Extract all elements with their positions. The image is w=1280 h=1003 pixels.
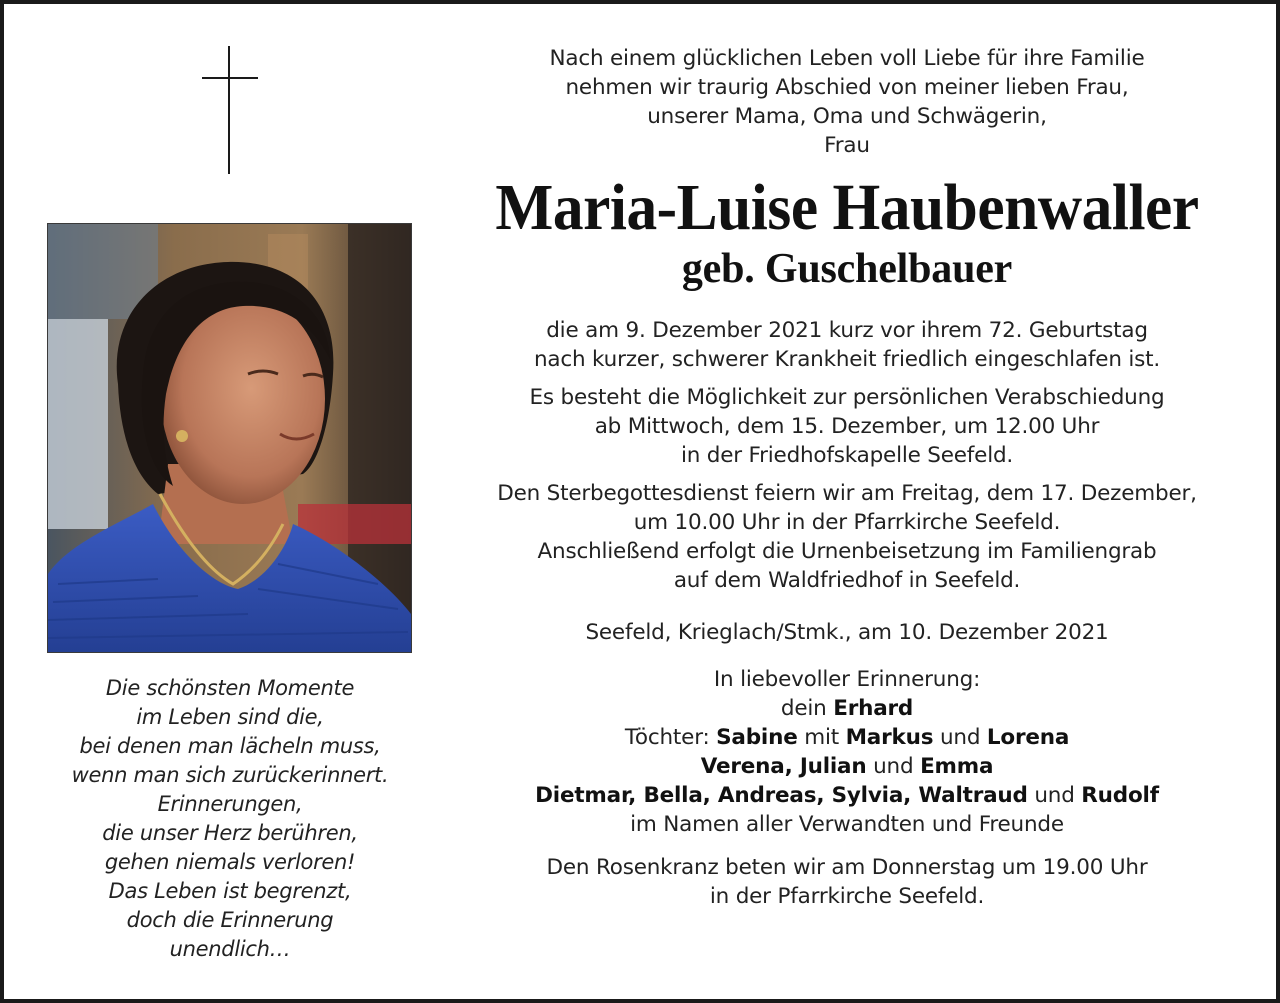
cross-icon — [202, 46, 258, 174]
announcement-text — [444, 44, 1250, 911]
service-line: Anschließend erfolgt die Urnenbeisetzung im Familiengrab — [537, 539, 1157, 564]
conjunction: und — [933, 725, 987, 750]
rosary-line: in der Pfarrkirche Seefeld. — [709, 884, 985, 909]
daughter-name: Verena, Julian — [700, 754, 867, 779]
memorial-poem — [44, 674, 416, 964]
poem-line: doch die Erinnerung — [126, 908, 334, 932]
portrait-photo — [47, 223, 412, 653]
text-prefix: dein — [780, 696, 834, 721]
mourners-second-family — [444, 752, 1250, 781]
text-prefix: Töchter: — [624, 725, 717, 750]
partner-name: Markus — [845, 725, 934, 750]
poem-line: im Leben sind die, — [136, 705, 324, 729]
relatives-names: Dietmar, Bella, Andreas, Sylvia, Waltraud — [535, 783, 1028, 808]
husband-name: Erhard — [833, 696, 914, 721]
intro-paragraph — [444, 44, 1250, 160]
relative-name: Rudolf — [1081, 783, 1159, 808]
intro-line: Frau — [824, 133, 870, 158]
service-info — [444, 479, 1250, 595]
place-date: Seefeld, Krieglach/Stmk., am 10. Dezember 2021 — [585, 620, 1109, 645]
rosary-line: Den Rosenkranz beten wir am Donnerstag um 19.00 Uhr — [546, 855, 1148, 880]
poem-line: unendlich… — [169, 937, 291, 961]
rosary-info — [444, 853, 1250, 911]
birth-name: geb. Guschelbauer — [681, 246, 1013, 292]
mourners-list — [444, 665, 1250, 839]
conjunction: und — [1027, 783, 1082, 808]
poem-line: Das Leben ist begrenzt, — [108, 879, 352, 903]
farewell-line: Es besteht die Möglichkeit zur persönlichen Verabschiedung — [529, 385, 1165, 410]
service-line: um 10.00 Uhr in der Pfarrkirche Seefeld. — [633, 510, 1061, 535]
service-line: Den Sterbegottesdienst feiern wir am Freitag, dem 17. Dezember, — [497, 481, 1197, 506]
death-info — [444, 316, 1250, 374]
mourners-daughters — [444, 723, 1250, 752]
intro-line: nehmen wir traurig Abschied von meiner lieben Frau, — [565, 75, 1129, 100]
farewell-info — [444, 383, 1250, 470]
conjunction: und — [866, 754, 921, 779]
mourners-relatives — [444, 781, 1250, 810]
poem-line: die unser Herz berühren, — [102, 821, 358, 845]
death-info-line: nach kurzer, schwerer Krankheit friedlich eingeschlafen ist. — [533, 347, 1161, 372]
grandchild-name: Emma — [920, 754, 994, 779]
conjunction: mit — [797, 725, 846, 750]
poem-line: Die schönsten Momente — [105, 676, 355, 700]
deceased-name: Maria-Luise Haubenwaller — [495, 171, 1199, 244]
death-info-line: die am 9. Dezember 2021 kurz vor ihrem 72. Geburtstag — [546, 318, 1148, 343]
farewell-line: ab Mittwoch, dem 15. Dezember, um 12.00 Uhr — [594, 414, 1100, 439]
intro-line: Nach einem glücklichen Leben voll Liebe für ihre Familie — [549, 46, 1145, 71]
intro-line: unserer Mama, Oma und Schwägerin, — [647, 104, 1047, 129]
poem-line: Erinnerungen, — [157, 792, 303, 816]
daughter-name: Sabine — [716, 725, 798, 750]
mourners-closing: im Namen aller Verwandten und Freunde — [630, 812, 1064, 837]
farewell-line: in der Friedhofskapelle Seefeld. — [680, 443, 1014, 468]
poem-line: bei denen man lächeln muss, — [79, 734, 381, 758]
mourners-heading: In liebevoller Erinnerung: — [713, 667, 981, 692]
grandchild-name: Lorena — [986, 725, 1070, 750]
poem-line: gehen niemals verloren! — [104, 850, 356, 874]
poem-line: wenn man sich zurückerinnert. — [71, 763, 389, 787]
service-line: auf dem Waldfriedhof in Seefeld. — [673, 568, 1021, 593]
mourners-husband — [444, 694, 1250, 723]
